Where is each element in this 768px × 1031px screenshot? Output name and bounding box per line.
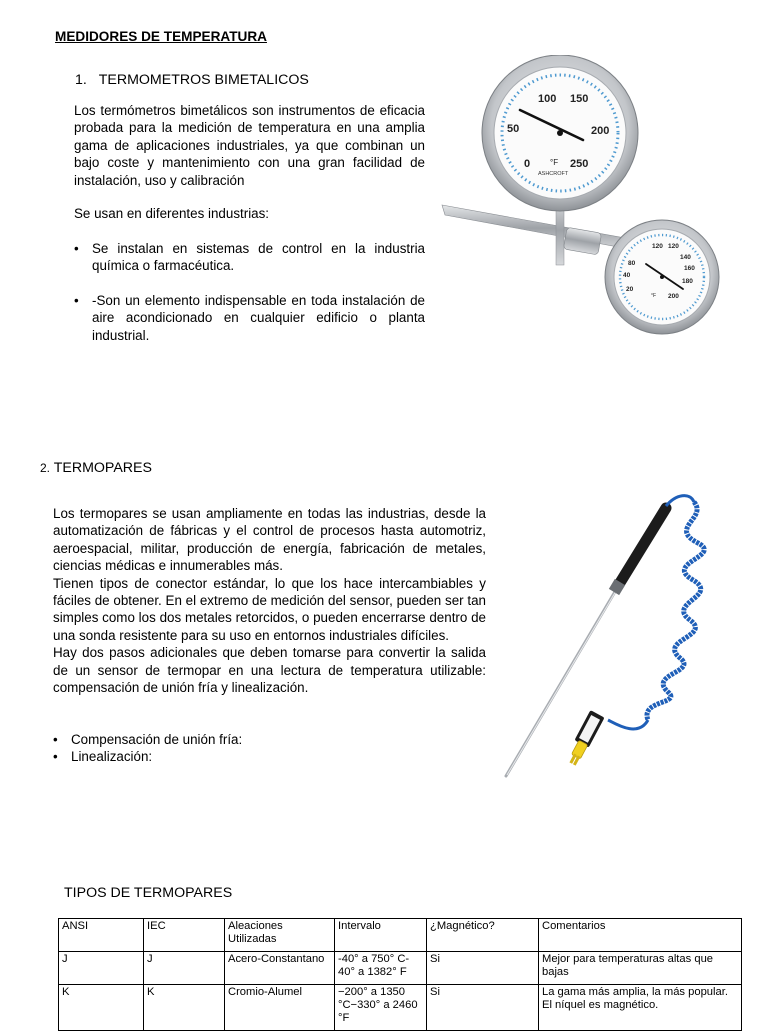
section2-paragraph: Hay dos pasos adicionales que deben tomarse para convertir la salida de un sensor de termopar en una lectura de temperatura utilizable: compensación de unión fría y linealización. [53, 645, 486, 696]
section2-heading-text: TERMOPARES [53, 460, 152, 476]
bullet-text: Linealización: [71, 749, 153, 764]
dial-label: 100 [538, 93, 557, 105]
dial-unit: °F [550, 158, 559, 167]
table-row [59, 984, 742, 1030]
dial-label: 140 [680, 254, 691, 261]
table-header-cell: ¿Magnético? [427, 919, 539, 952]
bullet-dot: • [53, 732, 58, 747]
thermocouple-probe-image [498, 488, 713, 783]
table-cell: -40° a 750° C-40° a 1382° F [335, 951, 427, 984]
table-cell: Si [427, 984, 539, 1030]
table-cell: −200° a 1350 °C−330° a 2460 °F [335, 984, 427, 1030]
section2-heading [40, 460, 152, 476]
dial-brand: ASHCROFT [538, 171, 569, 177]
table-cell: J [59, 951, 144, 984]
table-cell: La gama más amplia, la más popular. El níquel es magnético. [539, 984, 742, 1030]
section1-uses-lead: Se usan en diferentes industrias: [74, 206, 270, 221]
dial-label: 200 [668, 293, 679, 300]
table-cell: Mejor para temperaturas altas que bajas [539, 951, 742, 984]
section2-number: 2. [40, 461, 51, 475]
dial-label: 160 [684, 265, 695, 272]
bullet-dot: • [74, 293, 79, 308]
bullet-dot: • [74, 241, 79, 256]
dial-unit: °F [651, 293, 657, 299]
dial-label: 50 [507, 123, 520, 135]
dial-label: 0 [524, 158, 531, 170]
table-header-cell: Intervalo [335, 919, 427, 952]
table-cell: K [59, 984, 144, 1030]
dial-label: 250 [570, 158, 589, 170]
section3-heading: TIPOS DE TERMOPARES [64, 885, 233, 901]
dial-label: 120 [652, 243, 663, 250]
thermocouple-types-table [58, 918, 742, 1031]
table-header-cell: Comentarios [539, 919, 742, 952]
dial-label: 40 [623, 272, 631, 279]
dial-label: 150 [570, 93, 589, 105]
dial-label: 20 [626, 286, 634, 293]
bimetallic-thermometer-image [440, 55, 720, 345]
table-header-row [59, 919, 742, 952]
dial-label: 120 [668, 243, 679, 250]
table-row [59, 951, 742, 984]
table-cell: J [144, 951, 225, 984]
table-cell: K [144, 984, 225, 1030]
needle-hub [660, 275, 664, 279]
dial-label: 200 [591, 125, 610, 137]
bullet-text: Compensación de unión fría: [71, 732, 243, 747]
dial-label: 180 [682, 278, 693, 285]
section2-paragraph: Tienen tipos de conector estándar, lo que los hace intercambiables y fáciles de obtener. En el extremo de medición del sensor, pueden ser tan simples como los dos metales retorcidos, o pueden encerrarse dentro de una sonda resistente para su uso en entornos industriales difíciles. [53, 575, 486, 643]
bullet-text: Se instalan en sistemas de control en la industria química o farmacéutica. [92, 241, 425, 274]
section1-intro: Los termómetros bimetálicos son instrumentos de eficacia probada para la medición de temperatura en una amplia gama de aplicaciones industriales, ya que combinan un bajo coste y mantenimiento con una gran facilidad de instalación, uso y calibración [74, 103, 425, 188]
needle-hub [557, 130, 563, 136]
table-cell: Cromio-Alumel [225, 984, 335, 1030]
table-header-cell: ANSI [59, 919, 144, 952]
section2-paragraph: Los termopares se usan ampliamente en todas las industrias, desde la automatización de fábricas y el control de procesos hasta automotriz, aeroespacial, militar, producción de energía, fabricación de metales, ciencias médicas e innumerables más. [53, 506, 486, 574]
table-cell: Acero-Constantano [225, 951, 335, 984]
section2-body [53, 505, 486, 696]
table-header-cell: IEC [144, 919, 225, 952]
dial-label: 80 [628, 260, 636, 267]
section1-heading [75, 72, 309, 88]
section1-heading-text: TERMOMETROS BIMETALICOS [98, 72, 309, 88]
table-header-cell: Aleaciones Utilizadas [225, 919, 335, 952]
document-title: MEDIDORES DE TEMPERATURA [55, 29, 267, 44]
bullet-dot: • [53, 749, 58, 764]
section1-number: 1. [75, 72, 87, 88]
table-cell: Si [427, 951, 539, 984]
bullet-text: -Son un elemento indispensable en toda instalación de aire acondicionado en cualquier edificio o planta industrial. [92, 293, 425, 343]
